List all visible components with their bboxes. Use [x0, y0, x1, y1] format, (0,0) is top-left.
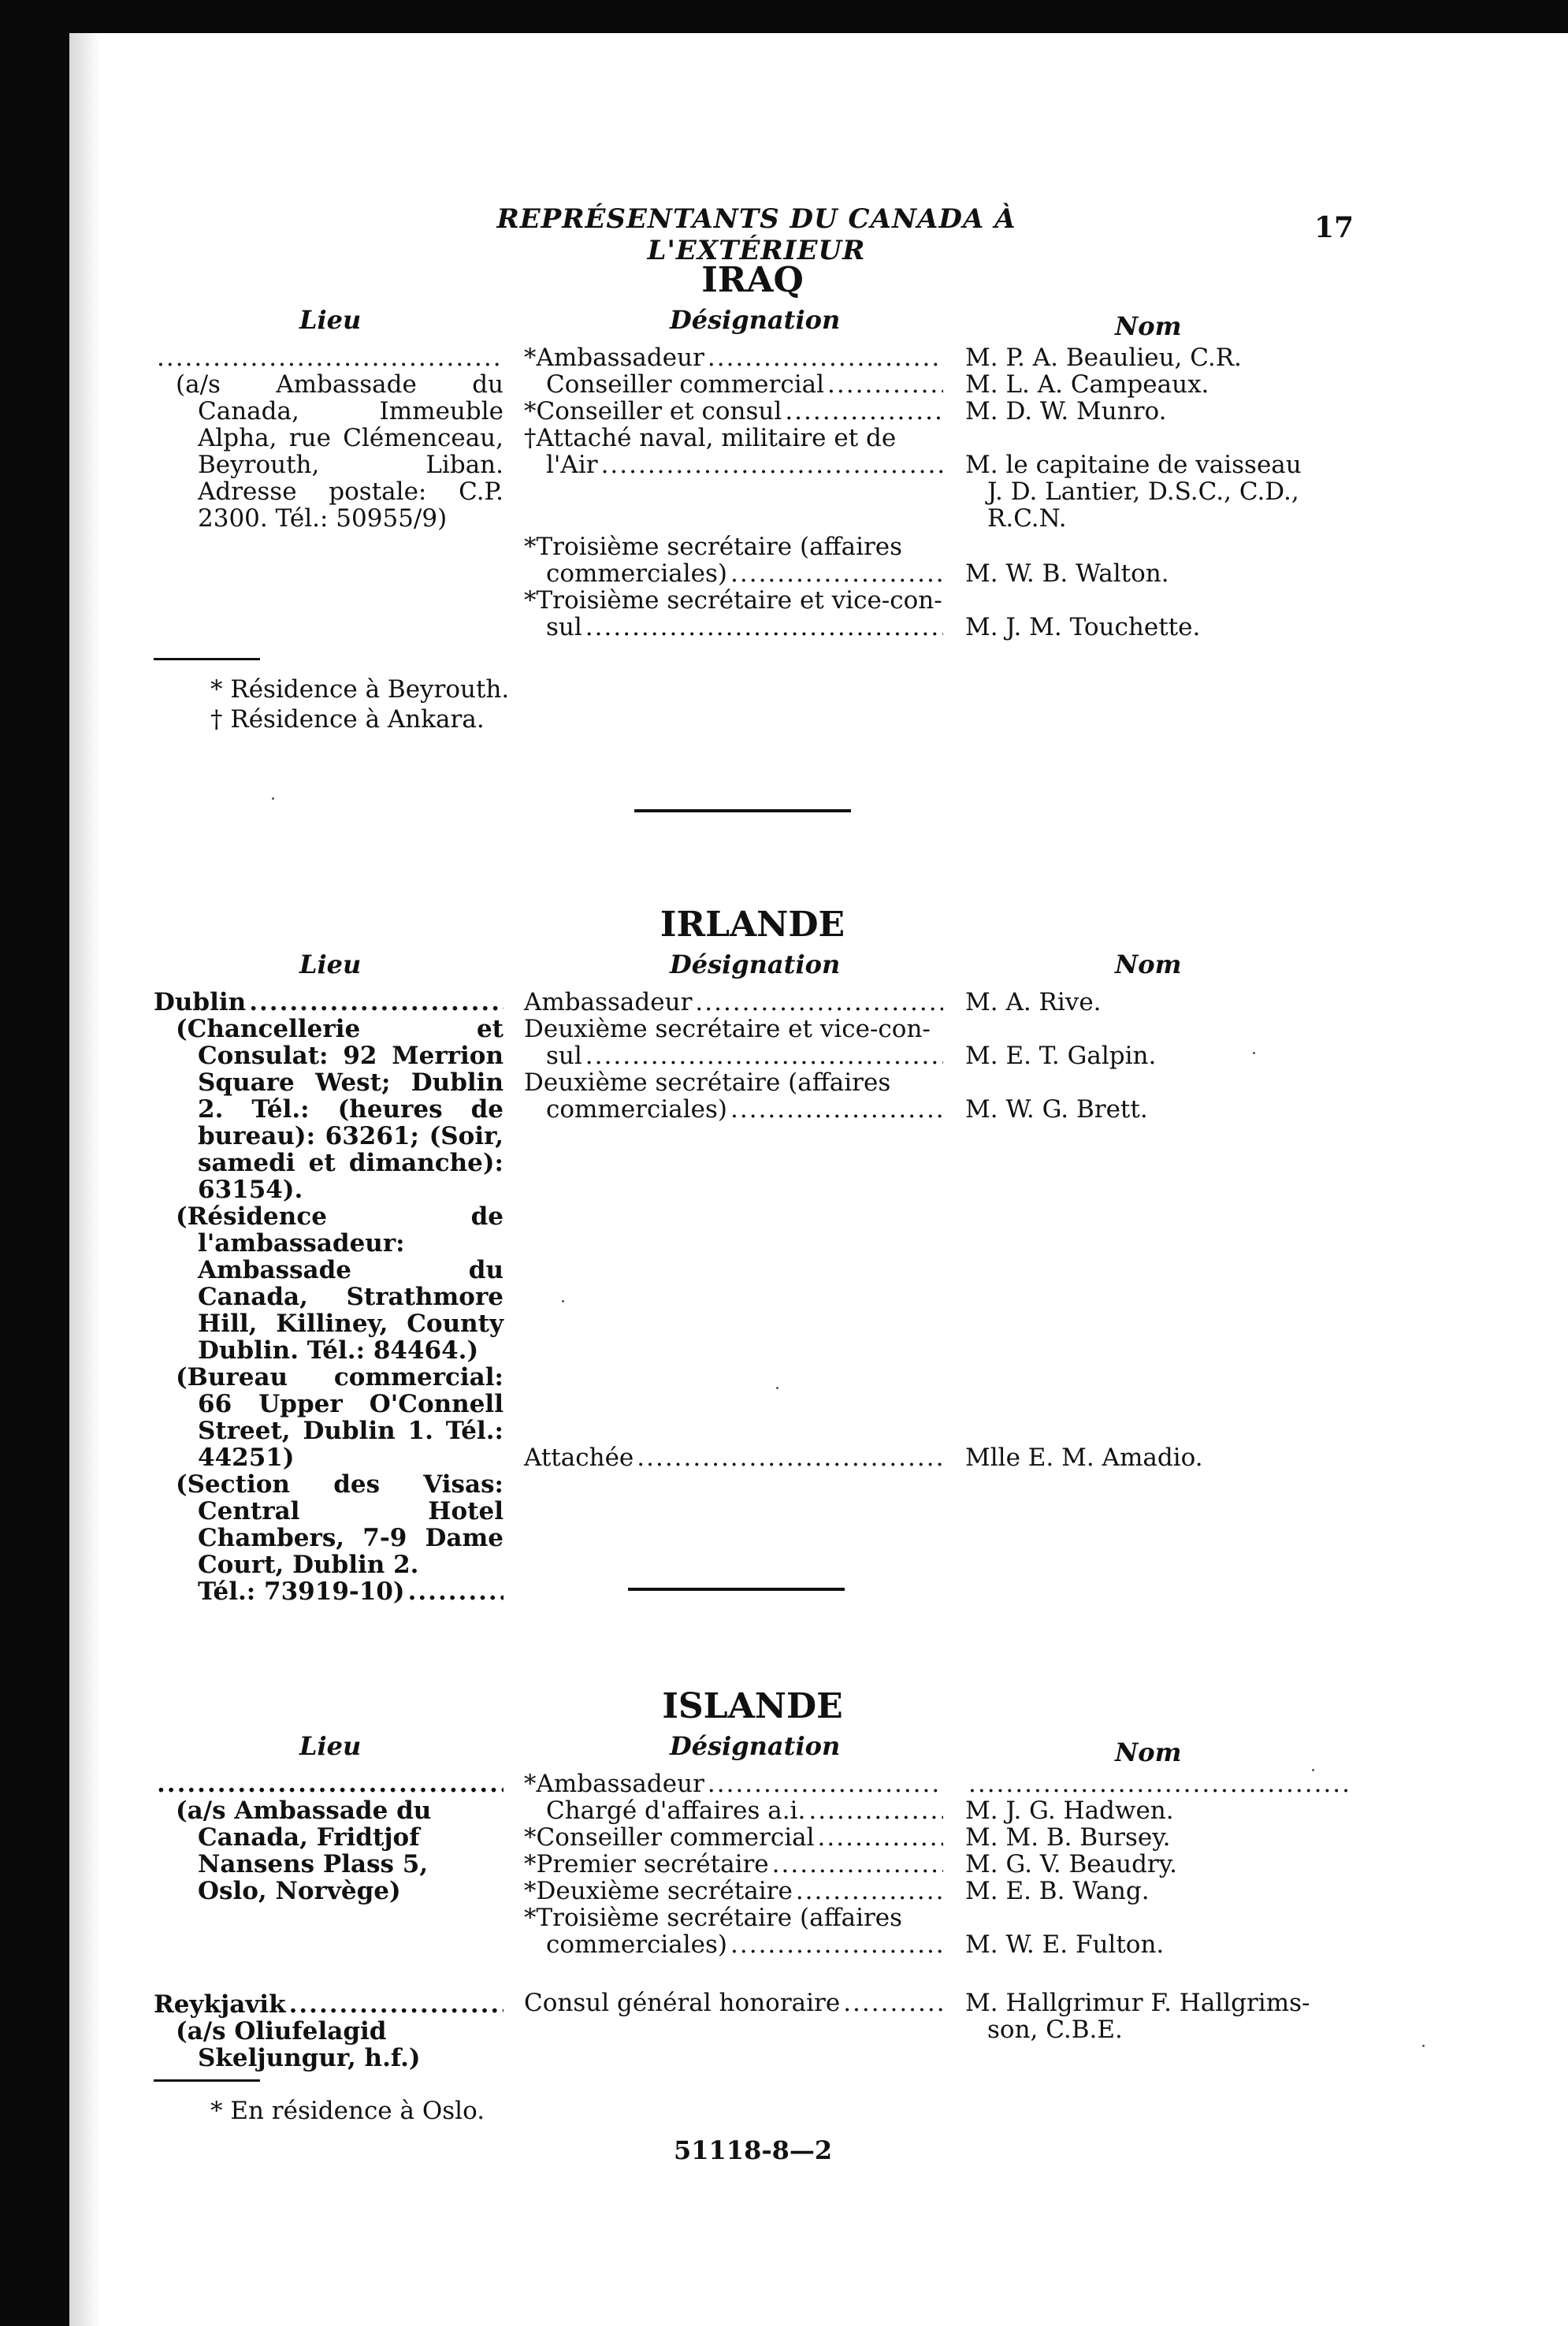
lieu-leader: [154, 344, 503, 371]
scan-speck: [272, 797, 274, 800]
column-header-lieu: Lieu: [299, 949, 362, 979]
designation-line: *Ambassadeur .....: [524, 1771, 943, 1797]
designation-line: commerciales) .....: [524, 560, 943, 587]
footnote-rule: [154, 658, 260, 660]
nom-line: M. le capitaine de vaisseau: [965, 451, 1302, 479]
nom-column: [965, 989, 1351, 1605]
lieu-address: (a/s Ambassade du Canada, Immeuble Alpha, rue Clémenceau, Beyrouth, Liban. Adresse postale: C.P. 2300. Tél.: 50955/9): [176, 370, 503, 533]
nom-line: M. G. V. Beaudry.: [965, 1850, 1177, 1878]
lieu-city: Reykjavik .....: [154, 1991, 503, 2018]
section-separator: [634, 809, 851, 812]
section-separator: [628, 1588, 845, 1591]
nom-line: M. Hallgrimur F. Hallgrims-: [965, 1989, 1310, 2017]
nom-line: M. E. T. Galpin.: [965, 1042, 1157, 1070]
column-header-nom: Nom: [1115, 1737, 1182, 1767]
lieu-column: [154, 1771, 524, 2071]
nom-line: R.C.N.: [987, 504, 1067, 533]
lieu-address: (a/s Ambassade du Canada, Fridtjof Nansens Plass 5, Oslo, Norvège): [176, 1797, 432, 1905]
section-title: IRLANDE: [660, 905, 845, 945]
nom-line: M. A. Rive.: [965, 988, 1102, 1016]
nom-column: [965, 344, 1351, 641]
lieu-address: (a/s Oliufelagid Skeljungur, h.f.): [176, 2017, 421, 2072]
designation-line: *Conseiller commercial .....: [524, 1824, 943, 1851]
page-number: 17: [1314, 211, 1354, 244]
column-headers: [154, 305, 1351, 344]
lieu-city: Dublin .....: [154, 989, 503, 1016]
designation-line: Chargé d'affaires a.i. .....: [524, 1797, 943, 1824]
footnote: * Résidence à Beyrouth.: [210, 675, 510, 704]
column-headers: [154, 949, 1351, 989]
column-header-nom: Nom: [1115, 311, 1182, 341]
lieu-address: (Résidence de l'ambassadeur: Ambassade du Canada, Strathmore Hill, Killiney, County Dublin. Tél.: 84464.): [176, 1202, 503, 1365]
nom-line: M. P. A. Beaulieu, C.R.: [965, 344, 1242, 372]
nom-line: M. E. B. Wang.: [965, 1877, 1150, 1905]
lieu-address: (Bureau commercial: 66 Upper O'Connell Street, Dublin 1. Tél.: 44251): [176, 1363, 503, 1472]
lieu-leader: [154, 1771, 503, 1797]
print-code: 51118-8—2: [674, 2135, 833, 2165]
designation-line: *Premier secrétaire .....: [524, 1851, 943, 1878]
table-islande: [154, 1771, 1351, 2071]
designation-line: *Deuxième secrétaire .....: [524, 1878, 943, 1904]
designation-line: Attachée .....: [524, 1444, 943, 1471]
running-title: REPRÉSENTANTS DU CANADA À L'EXTÉRIEUR: [496, 203, 1016, 266]
column-header-designation: Désignation: [670, 305, 841, 335]
nom-column: [965, 1771, 1351, 2071]
page-shadow: [69, 33, 101, 2326]
lieu-column: [154, 989, 524, 1605]
section-title: ISLANDE: [662, 1686, 843, 1726]
section-irlande: [154, 905, 1351, 1605]
nom-line: M. J. G. Hadwen.: [965, 1797, 1174, 1825]
nom-line: M. W. E. Fulton.: [965, 1930, 1165, 1959]
lieu-column: [154, 344, 524, 641]
column-headers: [154, 1731, 1351, 1771]
designation-line: †Attaché naval, militaire et de: [524, 424, 897, 452]
column-header-designation: Désignation: [670, 1731, 841, 1761]
scan-speck: [562, 1300, 564, 1302]
nom-line: M. D. W. Munro.: [965, 397, 1167, 425]
scan-border-top: [0, 0, 1568, 33]
column-header-designation: Désignation: [670, 949, 841, 979]
scan-speck: [776, 1387, 778, 1389]
column-header-lieu: Lieu: [299, 1731, 362, 1761]
section-title: IRAQ: [701, 260, 804, 300]
designation-line: l'Air .....: [524, 451, 943, 478]
designation-line: *Troisième secrétaire et vice-con-: [524, 586, 942, 615]
nom-line: Mlle E. M. Amadio.: [965, 1444, 1203, 1472]
designation-line: commerciales) .....: [524, 1096, 943, 1123]
scan-speck: [1312, 1769, 1314, 1771]
designation-line: *Ambassadeur .....: [524, 344, 943, 371]
table-irlande: [154, 989, 1351, 1605]
designation-column: [524, 989, 965, 1605]
footnote-rule: [154, 2079, 260, 2082]
designation-line: Consul général honoraire .....: [524, 1990, 943, 2016]
designation-line: commerciales) .....: [524, 1931, 943, 1958]
designation-line: sul .....: [524, 614, 943, 641]
lieu-address: (Section des Visas: Central Hotel Chambers, 7-9 Dame Court, Dublin 2.: [176, 1470, 503, 1579]
scan-border-left: [0, 0, 69, 2326]
table-iraq: [154, 344, 1351, 641]
designation-line: *Troisième secrétaire (affaires: [524, 533, 903, 561]
footnote: † Résidence à Ankara.: [210, 705, 485, 734]
nom-line: M. W. G. Brett.: [965, 1095, 1148, 1124]
section-islande: [154, 1686, 1351, 2126]
scan-speck: [1422, 2045, 1425, 2047]
nom-line: M. W. B. Walton.: [965, 559, 1169, 588]
nom-line: M. L. A. Campeaux.: [965, 370, 1209, 399]
designation-line: sul .....: [524, 1042, 943, 1069]
lieu-address: (Chancellerie et Consulat: 92 Merrion Square West; Dublin 2. Tél.: (heures de bureau): 63261; (Soir, samedi et dimanche): 63154).: [176, 1015, 503, 1204]
footnote: * En résidence à Oslo.: [210, 2097, 485, 2125]
column-header-nom: Nom: [1115, 949, 1182, 979]
lieu-address: Tél.: 73919-10) .....: [154, 1578, 503, 1605]
nom-line: son, C.B.E.: [987, 2016, 1123, 2044]
designation-line: *Troisième secrétaire (affaires: [524, 1904, 903, 1932]
designation-column: [524, 1771, 965, 2071]
designation-line: Ambassadeur .....: [524, 989, 943, 1016]
designation-line: Deuxième secrétaire et vice-con-: [524, 1015, 931, 1043]
nom-leader: [965, 1771, 1351, 1797]
designation-line: Conseiller commercial .....: [524, 371, 943, 398]
designation-column: [524, 344, 965, 641]
nom-line: M. J. M. Touchette.: [965, 613, 1201, 641]
section-iraq: [154, 260, 1351, 734]
nom-line: M. M. B. Bursey.: [965, 1823, 1171, 1852]
column-header-lieu: Lieu: [299, 305, 362, 335]
scan-speck: [1253, 1052, 1255, 1054]
nom-line: J. D. Lantier, D.S.C., C.D.,: [987, 477, 1299, 506]
designation-line: *Conseiller et consul .....: [524, 398, 943, 425]
designation-line: Deuxième secrétaire (affaires: [524, 1068, 891, 1097]
